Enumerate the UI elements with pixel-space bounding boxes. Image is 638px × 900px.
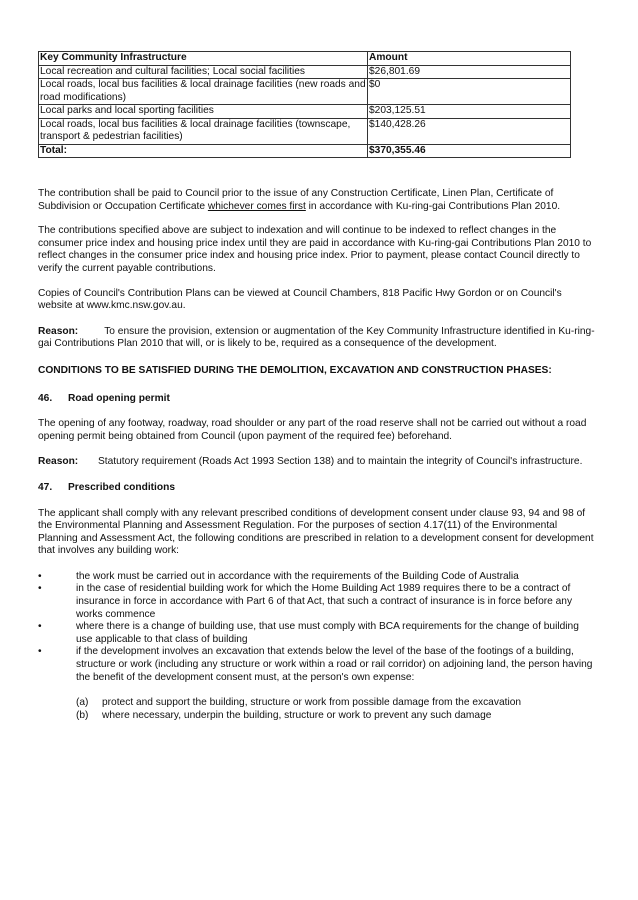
table-header-row	[39, 52, 571, 66]
table-row	[39, 105, 571, 119]
reason-text: To ensure the provision, extension or augmentation of the Key Community Infrastructure identified in Ku-ring-gai Contributions Plan 2010 that will, or is likely to be, required as a consequence of the development.	[38, 325, 595, 350]
condition-46-title	[38, 393, 598, 406]
table-row	[39, 65, 571, 79]
table-row	[39, 79, 571, 105]
table-cell: $0	[368, 79, 571, 105]
reason-label: Reason:	[38, 325, 79, 337]
prescribed-conditions-list	[38, 571, 598, 684]
sub-item-text: protect and support the building, structure or work from possible damage from the excavation	[102, 697, 522, 709]
indexation-paragraph: The contributions specified above are subject to indexation and will continue to be indexed to reflect changes in the consumer price index and housing price index until they are paid in accordance with Ku-ring-gai Contributions Plan 2010 to reflect changes in the consumer price index and housing price index. Prior to payment, please contact Council directly to verify the current payable contributions.	[38, 225, 592, 274]
sub-item-a	[38, 697, 598, 710]
plans-paragraph: Copies of Council's Contribution Plans can be viewed at Council Chambers, 818 Pacific Hwy Gordon or on Council's website at www.kmc.nsw.gov.au.	[38, 287, 562, 312]
contributions-table	[38, 51, 571, 158]
reason-text: Statutory requirement (Roads Act 1993 Section 138) and to maintain the integrity of Council's infrastructure.	[98, 456, 583, 468]
reason-paragraph	[38, 326, 598, 351]
table-cell: Local roads, local bus facilities & local drainage facilities (new roads and road modifications)	[40, 79, 366, 103]
condition-title: Road opening permit	[68, 392, 170, 404]
list-item: • in the case of residential building work for which the Home Building Act 1989 requires there to be a contract of insurance in force in accordance with Part 6 of that Act, that such a contract of insurance is in force before any works commence	[38, 583, 598, 621]
sub-item-text: where necessary, underpin the building, structure or work to prevent any such damage	[102, 709, 492, 721]
reason-label: Reason:	[38, 456, 79, 468]
table-cell: $26,801.69	[368, 65, 571, 79]
table-cell: Local recreation and cultural facilities; Local social facilities	[39, 65, 368, 79]
table-total-value: $370,355.46	[368, 144, 571, 158]
table-cell: $140,428.26	[368, 118, 571, 144]
sub-item-label: (a)	[76, 697, 89, 709]
table-header-cell: Amount	[368, 52, 571, 66]
condition-47-intro: The applicant shall comply with any relevant prescribed conditions of development consent under clause 93, 94 and 98 of the Environmental Planning and Assessment Regulation. For the purposes of section 4.17(11) of the Environmental Planning and Assessment Act, the following conditions are prescribed in relation to a development consent for development that involves any building work:	[38, 507, 594, 557]
table-total-label: Total:	[39, 144, 368, 158]
table-cell: Local parks and local sporting facilities	[39, 105, 368, 119]
list-item: • if the development involves an excavation that extends below the level of the base of the footings of a building, structure or work (including any structure or work within a road or rail corridor) on adjoining land, the person having the benefit of the development consent must, at the person's own expense:	[38, 646, 598, 684]
condition-46-text: The opening of any footway, roadway, road shoulder or any part of the road reserve shall not be carried out without a road opening permit being obtained from Council (upon payment of the required fee) beforehand.	[38, 418, 587, 442]
list-item: • where there is a change of building use, that use must comply with BCA requirements for the change of building use applicable to that class of building	[38, 621, 598, 646]
table-total-row	[39, 144, 571, 158]
payment-paragraph	[38, 188, 598, 213]
list-item: • the work must be carried out in accordance with the requirements of the Building Code of Australia	[38, 571, 598, 584]
condition-47-title	[38, 482, 598, 495]
document-page	[38, 51, 598, 722]
sub-item-b	[38, 710, 598, 723]
table-header-cell: Key Community Infrastructure	[39, 52, 368, 66]
table-cell: Local roads, local bus facilities & local drainage facilities (townscape, transport & pedestrian facilities)	[39, 118, 368, 144]
condition-number: 47.	[38, 481, 53, 493]
table-cell: $203,125.51	[368, 105, 571, 119]
payment-text: The contribution shall be paid to Council prior to the issue of any Construction Certificate, Linen Plan, Certificate of Subdivision or Occupation Certificate	[38, 188, 554, 212]
payment-underlined-text: whichever comes first	[207, 200, 306, 212]
section-heading: CONDITIONS TO BE SATISFIED DURING THE DEMOLITION, EXCAVATION AND CONSTRUCTION PHASES:	[38, 364, 552, 376]
condition-number: 46.	[38, 392, 53, 404]
payment-text-end: in accordance with Ku-ring-gai Contributions Plan 2010.	[305, 200, 561, 212]
condition-title: Prescribed conditions	[68, 481, 175, 493]
condition-46-reason	[38, 456, 598, 469]
table-row	[39, 118, 571, 144]
sub-item-label: (b)	[76, 709, 89, 721]
